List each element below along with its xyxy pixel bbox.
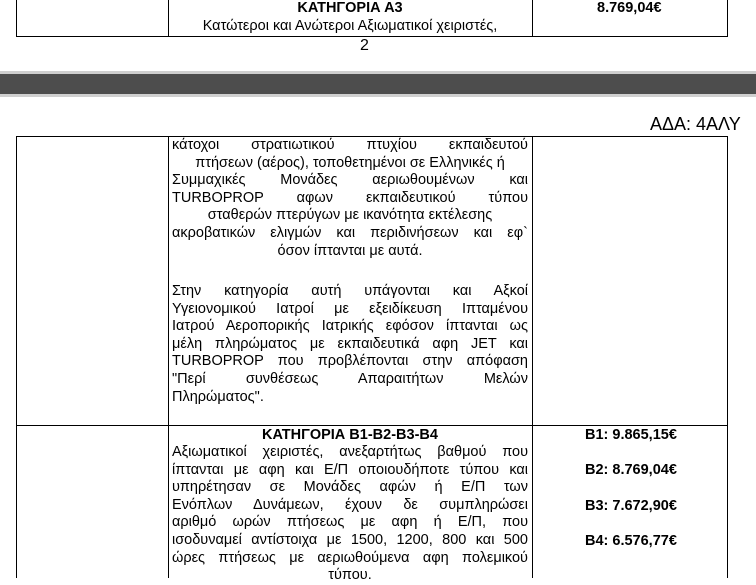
text-line: Αξιωματικοί χειριστές, ανεξαρτήτως βαθμού που [172,444,528,460]
text-line: τύπου. [328,567,372,584]
page-gap-shadow-bottom [0,94,756,97]
text-line: ώρες πτήσεως με αεριωθούμενα αφη πολεμικού [172,549,528,566]
text-line: Συμμαχικές Μονάδες αεριωθουμένων και [172,172,528,189]
text-line: "Περί συνθέσεως Απαραιτήτων Μελών [172,370,528,387]
table-border-left [16,136,17,578]
table-border-left [16,0,17,37]
amount-b4: Β4: 6.576,77€ [585,533,677,549]
page-number: 2 [360,37,369,54]
text-line: Ιατρού Αεροπορικής Ιατρικής εφόσον ίπτανται ως [172,318,528,335]
table-row-divider [16,425,728,426]
text-line: Ενόπλων Δυνάμεων, έχουν δε συμπληρώσει [172,496,528,513]
category-b-title: ΚΑΤΗΓΟΡΙΑ Β1-Β2-Β3-Β4 [262,427,438,443]
table-border-col1 [168,136,169,578]
table-border-bottom [16,36,728,37]
table-border-col2 [532,136,533,578]
text-line: μέλη πληρώματος με εκπαιδευτικά αφη JET και [172,335,528,352]
text-line: Στην κατηγορία αυτή υπάγονται και Αξκοί [172,283,528,299]
text-line: όσον ίπτανται με αυτά. [277,242,423,259]
table-border-col2 [532,0,533,37]
text-line: ακροβατικών ελιγμών και περιδινήσεων και εφ` [172,224,528,241]
text-line: πτήσεων (αέρος), τοποθετημένοι σε Ελληνικές ή [195,154,505,171]
ada-label: ΑΔΑ: 4ΑΛΥ [650,114,741,134]
text-line: TURBOPROP αφων εκπαιδευτικού τύπου [172,189,528,206]
paragraph-medical-officers [172,283,528,406]
text-line: Υγειονομικού Ιατροί με εξειδίκευση Ιπταμένου [172,300,528,317]
text-line: ίπτανται με αφη και Ε/Π οποιουδήποτε τύπου και [172,461,528,478]
category-a3-desc: Κατώτεροι και Ανώτεροι Αξιωματικοί χειριστές, [202,18,498,34]
paragraph-qualifications [172,137,528,260]
category-a3-title: ΚΑΤΗΓΟΡΙΑ Α3 [297,0,403,16]
text-line: ισοδυναμεί αντίστοιχα με 1500, 1200, 800 και 500 [172,531,528,548]
page-separator-bar [0,74,756,94]
table-border-right [727,136,728,578]
text-line: κάτοχοι στρατιωτικού πτυχίου εκπαιδευτού [172,137,528,153]
amount-b3: Β3: 7.672,90€ [585,498,677,514]
text-line: υπηρέτησαν σε Μονάδες αφών ή Ε/Π των [172,479,528,496]
paragraph-category-b [172,444,528,585]
amount-b1: Β1: 9.865,15€ [585,427,677,443]
text-line: αριθμό ωρών πτήσεως με αφη ή Ε/Π, που [172,514,528,531]
amount-b2: Β2: 8.769,04€ [585,462,677,478]
text-line: TURBOPROP που προβλέπονται στην απόφαση [172,353,528,370]
table-border-right [727,0,728,37]
text-line: Πληρώματος". [172,388,264,405]
category-a3-amount: 8.769,04€ [597,0,662,16]
text-line: σταθερών πτερύγων με ικανότητα εκτέλεσης [207,207,493,224]
